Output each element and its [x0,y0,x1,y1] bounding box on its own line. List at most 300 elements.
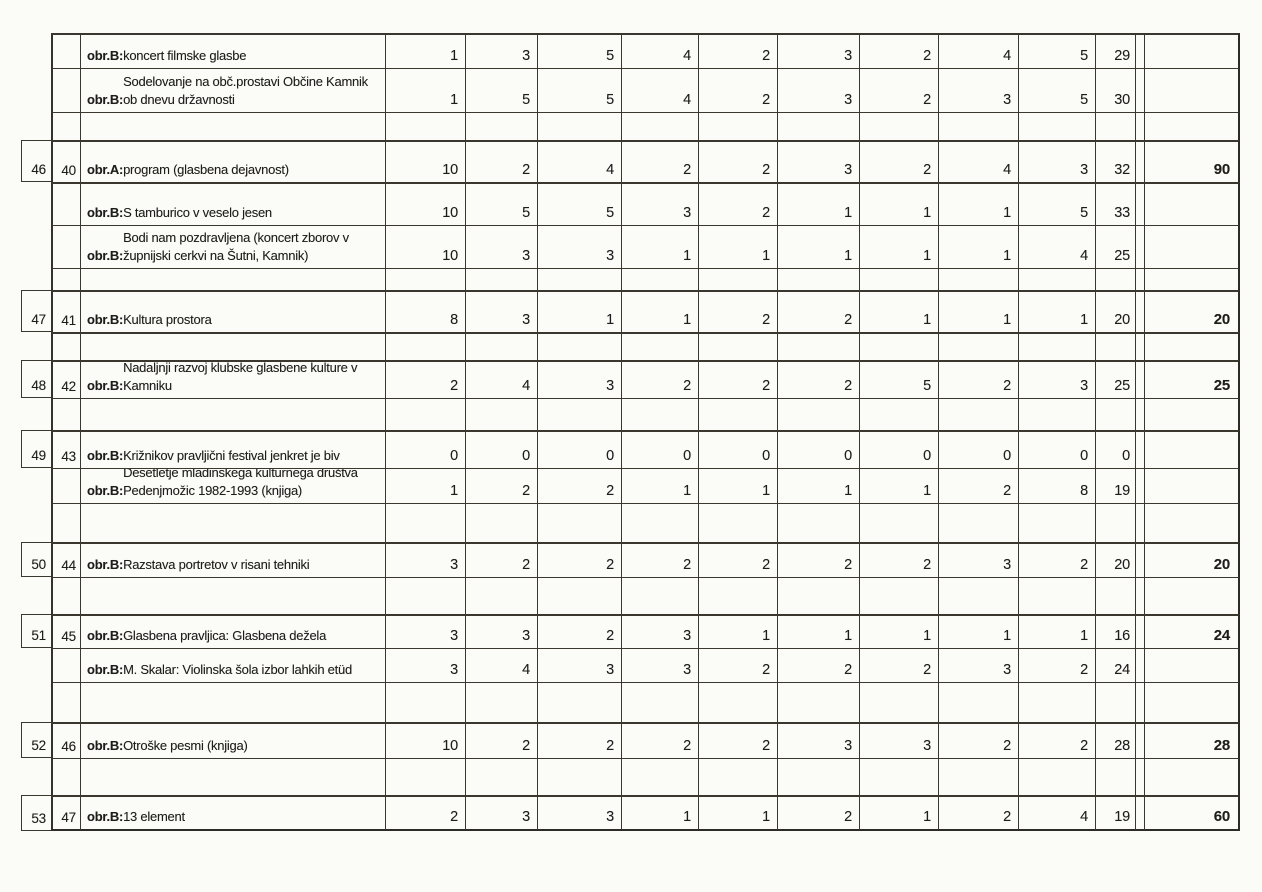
score-cell: 2 [466,140,538,182]
section-total-cell [1145,577,1240,614]
score-cell: 3 [386,614,466,648]
table-row [21,542,1240,577]
row-total-cell: 19 [1096,468,1136,503]
table-row [21,430,1240,468]
score-cell: 1 [622,290,699,332]
sequence-number: 45 [51,614,81,648]
score-cell [860,268,939,290]
section-total-cell [1145,430,1240,468]
row-number [21,332,51,360]
table-row-empty [21,682,1240,722]
score-cell: 5 [860,360,939,398]
score-cell [939,112,1019,140]
row-number [21,503,51,542]
row-total-cell: 19 [1096,795,1136,831]
score-cell [860,332,939,360]
row-total-cell [1096,577,1136,614]
section-total-cell [1145,225,1240,268]
score-cell: 0 [1019,430,1096,468]
double-line-separator [1136,398,1145,430]
sequence-number [51,682,81,722]
score-cell [538,332,622,360]
sequence-number: 43 [51,430,81,468]
score-cell [538,577,622,614]
section-total-cell [1145,758,1240,795]
description-cell [81,112,386,140]
table-row [21,722,1240,758]
score-cell: 1 [939,614,1019,648]
score-cell: 2 [699,648,778,682]
form-code-label: obr.B: [87,448,124,464]
sequence-number [51,398,81,430]
sequence-number [51,33,81,68]
description-cell [81,268,386,290]
sequence-number [51,577,81,614]
row-total-cell [1096,682,1136,722]
score-cell [939,503,1019,542]
row-total-cell [1096,268,1136,290]
sequence-number: 44 [51,542,81,577]
row-number [21,648,51,682]
score-cell [622,503,699,542]
score-cell: 2 [466,542,538,577]
score-cell: 3 [1019,360,1096,398]
score-cell [699,758,778,795]
double-line-separator [1136,614,1145,648]
score-cell: 1 [699,468,778,503]
score-cell [1019,112,1096,140]
score-cell: 2 [860,140,939,182]
double-line-separator [1136,682,1145,722]
score-cell: 2 [622,360,699,398]
double-line-separator [1136,542,1145,577]
score-cell: 2 [386,360,466,398]
double-line-separator [1136,225,1145,268]
double-line-separator [1136,268,1145,290]
table-row [21,182,1240,225]
score-cell: 1 [538,290,622,332]
double-line-separator [1136,577,1145,614]
description-cell: obr.B: Razstava portretov v risani tehniki [81,542,386,577]
score-cell: 1 [699,225,778,268]
row-total-cell: 16 [1096,614,1136,648]
score-cell: 2 [939,360,1019,398]
table-row [21,468,1240,503]
table-row-empty [21,268,1240,290]
score-cell: 0 [939,430,1019,468]
score-cell: 2 [778,290,860,332]
score-cell: 5 [538,182,622,225]
score-cell [386,758,466,795]
row-number [21,577,51,614]
row-number: 51 [21,614,51,648]
description-cell: obr.B: Sodelovanje na obč.prostavi Občine Kamnik ob dnevu državnosti [81,68,386,112]
row-number: 52 [21,722,51,758]
score-cell: 2 [622,722,699,758]
score-cell: 10 [386,182,466,225]
score-cell: 3 [466,795,538,831]
score-cell [538,758,622,795]
table-row [21,290,1240,332]
score-cell: 2 [386,795,466,831]
description-cell [81,758,386,795]
row-number [21,182,51,225]
score-cell: 2 [939,722,1019,758]
row-total-cell: 25 [1096,360,1136,398]
score-cell: 3 [538,648,622,682]
row-number [21,758,51,795]
table-row [21,795,1240,831]
score-cell: 0 [778,430,860,468]
description-cell: obr.B: Križnikov pravljični festival jenkret je biv [81,430,386,468]
score-cell: 2 [860,648,939,682]
score-cell: 3 [538,360,622,398]
score-cell [860,682,939,722]
row-total-cell [1096,332,1136,360]
sequence-number: 42 [51,360,81,398]
score-cell [466,398,538,430]
score-cell: 2 [699,140,778,182]
score-cell: 1 [1019,614,1096,648]
form-code-label: obr.B: [87,378,124,394]
score-cell [1019,398,1096,430]
score-cell: 1 [939,182,1019,225]
score-cell: 2 [538,614,622,648]
score-cell: 4 [1019,795,1096,831]
row-number [21,398,51,430]
section-total-cell [1145,648,1240,682]
section-total-cell: 20 [1145,290,1240,332]
score-cell [778,398,860,430]
description-cell: obr.B: koncert filmske glasbe [81,33,386,68]
form-code-label: obr.B: [87,809,124,825]
score-cell: 2 [538,468,622,503]
form-code-label: obr.B: [87,628,124,644]
row-number: 48 [21,360,51,398]
score-cell: 2 [1019,722,1096,758]
table-row [21,648,1240,682]
score-cell [466,758,538,795]
score-cell: 2 [778,648,860,682]
description-cell: obr.A: program (glasbena dejavnost) [81,140,386,182]
table-row-empty [21,503,1240,542]
row-number: 50 [21,542,51,577]
score-cell [778,268,860,290]
score-cell [939,577,1019,614]
form-code-label: obr.B: [87,48,124,64]
description-cell: obr.B: M. Skalar: Violinska šola izbor lahkih etüd [81,648,386,682]
section-total-cell: 90 [1145,140,1240,182]
double-line-separator [1136,648,1145,682]
score-cell [1019,682,1096,722]
section-total-cell: 28 [1145,722,1240,758]
section-total-cell [1145,332,1240,360]
score-cell: 1 [860,225,939,268]
score-cell: 2 [860,542,939,577]
sequence-number [51,503,81,542]
score-cell [386,503,466,542]
score-cell [699,268,778,290]
double-line-separator [1136,112,1145,140]
score-cell [699,332,778,360]
row-number: 53 [21,795,51,831]
section-total-cell [1145,503,1240,542]
score-cell [1019,577,1096,614]
sequence-number [51,225,81,268]
table-row-empty [21,758,1240,795]
score-cell: 3 [466,290,538,332]
score-cell: 5 [1019,33,1096,68]
score-cell: 2 [939,468,1019,503]
score-cell: 2 [466,722,538,758]
score-cell [466,112,538,140]
section-total-cell [1145,33,1240,68]
score-cell [939,758,1019,795]
double-line-separator [1136,140,1145,182]
score-cell: 2 [622,542,699,577]
score-cell [699,503,778,542]
score-cell: 2 [860,68,939,112]
score-cell [699,398,778,430]
score-cell: 3 [778,140,860,182]
score-cell [1019,758,1096,795]
row-number: 47 [21,290,51,332]
score-cell [860,503,939,542]
row-number [21,33,51,68]
section-total-cell [1145,468,1240,503]
score-cell [538,112,622,140]
score-cell: 3 [538,225,622,268]
score-cell: 1 [622,225,699,268]
score-cell [386,332,466,360]
score-cell: 1 [1019,290,1096,332]
double-line-separator [1136,360,1145,398]
double-line-separator [1136,332,1145,360]
score-cell: 0 [860,430,939,468]
description-cell [81,332,386,360]
double-line-separator [1136,722,1145,758]
score-cell: 5 [1019,68,1096,112]
score-cell [699,682,778,722]
score-cell: 3 [622,182,699,225]
score-cell [622,112,699,140]
score-cell [538,682,622,722]
score-cell: 1 [778,225,860,268]
score-cell: 1 [778,614,860,648]
score-cell [386,682,466,722]
form-code-label: obr.A: [87,162,124,178]
sequence-number [51,332,81,360]
score-cell: 8 [1019,468,1096,503]
row-total-cell: 25 [1096,225,1136,268]
score-cell: 2 [699,33,778,68]
score-cell: 1 [778,468,860,503]
score-cell [939,268,1019,290]
score-cell [1019,268,1096,290]
score-cell: 3 [778,68,860,112]
description-cell [81,503,386,542]
table-row [21,614,1240,648]
score-cell [778,503,860,542]
score-cell: 5 [466,182,538,225]
score-cell [386,577,466,614]
score-cell [622,398,699,430]
score-cell: 0 [466,430,538,468]
description-cell: obr.B: Bodi nam pozdravljena (koncert zborov v župnijski cerkvi na Šutni, Kamnik) [81,225,386,268]
score-cell: 0 [622,430,699,468]
score-cell: 10 [386,225,466,268]
score-cell [778,577,860,614]
score-cell: 3 [778,33,860,68]
table-row [21,225,1240,268]
table-row-empty [21,398,1240,430]
row-number [21,268,51,290]
score-cell [860,577,939,614]
sequence-number [51,68,81,112]
double-line-separator [1136,33,1145,68]
double-line-separator [1136,468,1145,503]
score-cell: 3 [466,33,538,68]
row-total-cell: 28 [1096,722,1136,758]
row-number [21,682,51,722]
score-cell: 4 [466,360,538,398]
row-total-cell: 29 [1096,33,1136,68]
score-cell [538,268,622,290]
score-cell [939,398,1019,430]
score-cell [860,112,939,140]
score-cell [622,268,699,290]
score-cell: 3 [622,614,699,648]
score-cell [699,577,778,614]
section-total-cell: 20 [1145,542,1240,577]
form-code-label: obr.B: [87,205,124,221]
double-line-separator [1136,758,1145,795]
form-code-label: obr.B: [87,738,124,754]
score-cell: 10 [386,722,466,758]
score-cell: 1 [860,614,939,648]
row-total-cell [1096,503,1136,542]
section-total-cell [1145,68,1240,112]
sequence-number [51,758,81,795]
description-cell: obr.B: Kultura prostora [81,290,386,332]
row-total-cell: 20 [1096,290,1136,332]
score-cell [622,577,699,614]
score-cell: 3 [622,648,699,682]
score-cell: 3 [538,795,622,831]
score-cell [1019,332,1096,360]
score-cell: 4 [939,33,1019,68]
row-number [21,225,51,268]
score-cell: 3 [466,225,538,268]
row-total-cell [1096,112,1136,140]
section-total-cell [1145,398,1240,430]
sequence-number [51,182,81,225]
table-row-empty [21,332,1240,360]
description-cell: obr.B: Desetletje mladinskega kulturnega društva Pedenjmožic 1982-1993 (knjiga) [81,468,386,503]
description-cell: obr.B: Nadaljnji razvoj klubske glasbene kulture v Kamniku [81,360,386,398]
score-cell: 1 [778,182,860,225]
double-line-separator [1136,430,1145,468]
score-cell: 2 [778,542,860,577]
score-cell: 4 [622,33,699,68]
score-cell: 1 [622,795,699,831]
score-cell: 8 [386,290,466,332]
row-total-cell [1096,758,1136,795]
row-number: 49 [21,430,51,468]
score-cell: 3 [386,648,466,682]
section-total-cell [1145,682,1240,722]
double-line-separator [1136,290,1145,332]
score-cell [466,577,538,614]
score-cell [939,332,1019,360]
row-total-cell: 32 [1096,140,1136,182]
row-total-cell: 30 [1096,68,1136,112]
row-total-cell: 33 [1096,182,1136,225]
section-total-cell: 24 [1145,614,1240,648]
sequence-number [51,112,81,140]
description-cell: obr.B: Otroške pesmi (knjiga) [81,722,386,758]
score-cell: 5 [538,33,622,68]
score-table [21,33,1240,831]
sequence-number [51,468,81,503]
description-cell: obr.B: 13 element [81,795,386,831]
score-cell: 5 [1019,182,1096,225]
score-cell: 2 [699,360,778,398]
score-cell [622,682,699,722]
score-cell [466,503,538,542]
form-code-label: obr.B: [87,248,124,264]
double-line-separator [1136,795,1145,831]
score-cell: 2 [778,360,860,398]
score-cell: 2 [538,722,622,758]
score-cell: 3 [778,722,860,758]
score-cell: 1 [939,225,1019,268]
description-cell: obr.B: Glasbena pravljica: Glasbena dežela [81,614,386,648]
double-line-separator [1136,68,1145,112]
score-cell: 5 [538,68,622,112]
row-number [21,468,51,503]
score-cell [466,332,538,360]
form-code-label: obr.B: [87,312,124,328]
score-cell [386,268,466,290]
table-row-empty [21,112,1240,140]
score-cell: 3 [860,722,939,758]
score-cell: 2 [699,722,778,758]
score-cell [538,398,622,430]
score-cell [939,682,1019,722]
score-cell: 1 [699,795,778,831]
sequence-number [51,268,81,290]
score-cell: 2 [699,290,778,332]
score-cell: 2 [1019,648,1096,682]
score-cell: 1 [939,290,1019,332]
description-cell [81,398,386,430]
score-cell [466,682,538,722]
score-cell: 1 [386,468,466,503]
row-total-cell [1096,398,1136,430]
score-cell [778,332,860,360]
description-cell: obr.B: S tamburico v veselo jesen [81,182,386,225]
score-cell: 1 [860,468,939,503]
score-cell: 1 [699,614,778,648]
double-line-separator [1136,182,1145,225]
score-cell: 2 [778,795,860,831]
score-cell: 2 [622,140,699,182]
row-total-cell: 0 [1096,430,1136,468]
score-cell: 2 [699,68,778,112]
score-cell: 4 [1019,225,1096,268]
description-cell [81,682,386,722]
